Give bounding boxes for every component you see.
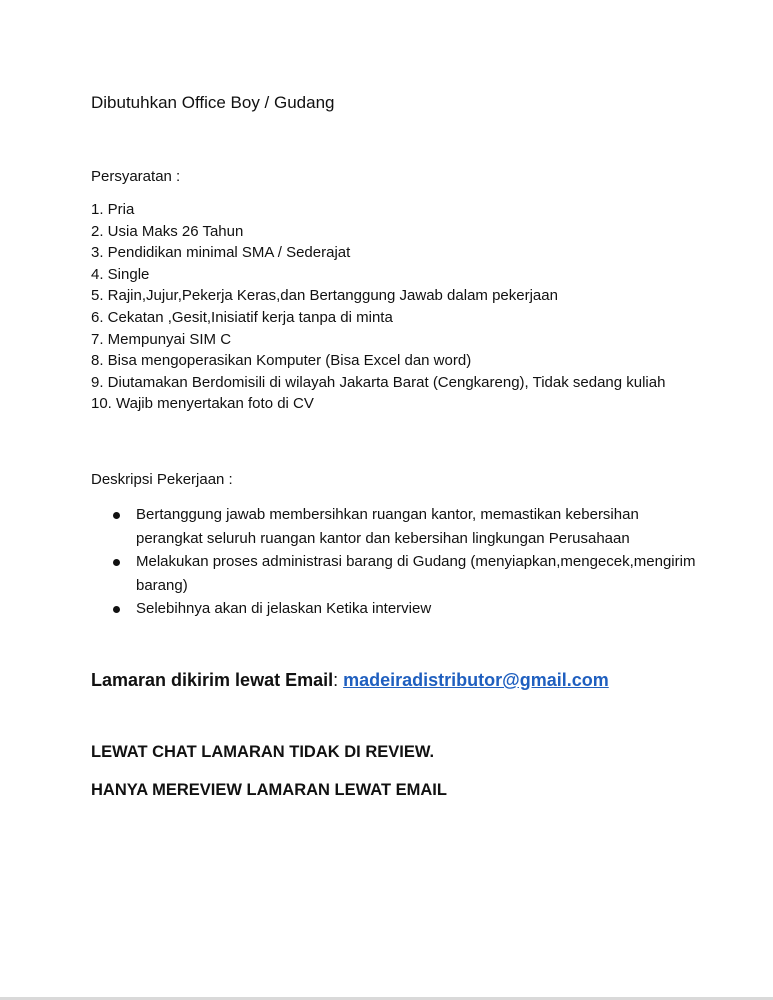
- requirement-item: 4. Single: [91, 265, 150, 283]
- job-description-text: Selebihnya akan di jelaskan Ketika interview: [136, 600, 432, 617]
- job-description-item: [110, 550, 700, 597]
- requirement-item: 7. Mempunyai SIM C: [91, 330, 232, 348]
- requirement-item: 2. Usia Maks 26 Tahun: [91, 222, 244, 240]
- application-label: Lamaran dikirim lewat Email: [91, 670, 334, 690]
- requirement-item: 6. Cekatan ,Gesit,Inisiatif kerja tanpa di minta: [91, 308, 393, 326]
- bullet-icon: [113, 512, 120, 519]
- notice-no-chat: LEWAT CHAT LAMARAN TIDAK DI REVIEW.: [91, 743, 435, 761]
- application-separator: :: [333, 670, 339, 690]
- requirements-list: [91, 199, 691, 415]
- bullet-icon: [113, 559, 120, 566]
- requirements-heading: Persyaratan :: [91, 168, 181, 185]
- job-description-item: [110, 503, 700, 550]
- requirement-item: 9. Diutamakan Berdomisili di wilayah Jakarta Barat (Cengkareng), Tidak sedang kuliah: [91, 373, 666, 391]
- job-description-list: [110, 503, 700, 621]
- requirement-item: 3. Pendidikan minimal SMA / Sederajat: [91, 244, 351, 262]
- notice-email-only: HANYA MEREVIEW LAMARAN LEWAT EMAIL: [91, 781, 447, 799]
- job-title: Dibutuhkan Office Boy / Gudang: [91, 93, 335, 112]
- job-description-heading: Deskripsi Pekerjaan :: [91, 471, 233, 488]
- requirement-item: 10. Wajib menyertakan foto di CV: [91, 395, 314, 413]
- application-email-link[interactable]: madeiradistributor@gmail.com: [343, 670, 609, 690]
- job-description-item: [110, 597, 700, 621]
- requirement-item: 1. Pria: [91, 201, 135, 218]
- bullet-icon: [113, 606, 120, 613]
- requirement-item: 8. Bisa mengoperasikan Komputer (Bisa Excel dan word): [91, 352, 472, 370]
- job-description-text: Melakukan proses administrasi barang di Gudang (menyiapkan,mengecek,mengirim barang): [136, 553, 696, 594]
- application-email-line: [91, 668, 609, 692]
- job-description-text: Bertanggung jawab membersihkan ruangan kantor, memastikan kebersihan perangkat seluruh ruangan kantor dan kebersihan lingkungan Perusahaan: [136, 506, 639, 547]
- requirement-item: 5. Rajin,Jujur,Pekerja Keras,dan Bertanggung Jawab dalam pekerjaan: [91, 287, 558, 305]
